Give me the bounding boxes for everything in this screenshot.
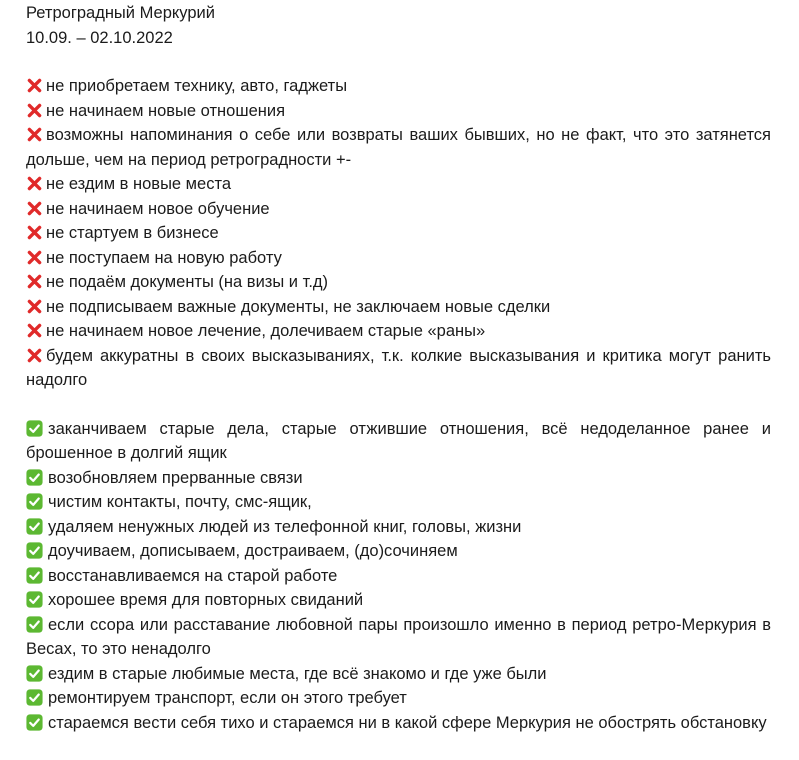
dos-list [26,417,771,736]
check-mark-button-icon [26,493,43,510]
cross-mark-icon [26,126,43,143]
check-mark-button-icon [26,567,43,584]
check-mark-button-icon [26,689,43,706]
list-item-text: чистим контакты, почту, смс-ящик, [48,493,312,511]
list-item-text: не начинаем новые отношения [46,101,286,120]
cross-mark-icon [26,102,43,119]
check-mark-button-icon [26,420,43,437]
list-item-text: не начинаем новое обучение [46,199,270,218]
cross-mark-icon [26,175,43,192]
cross-mark-icon [26,77,43,94]
check-mark-button-icon [26,616,43,633]
check-mark-button-icon [26,542,43,559]
list-item [26,295,771,320]
list-item [26,588,771,613]
cross-mark-icon [26,347,43,364]
list-item-text: восстанавливаемся на старой работе [48,566,338,585]
list-item [26,344,771,393]
list-item [26,711,771,736]
cross-mark-icon [26,322,43,339]
list-item [26,515,771,540]
document-title: Ретроградный Меркурий [26,4,215,22]
list-item [26,539,771,564]
list-item [26,564,771,589]
list-item-text: возможны напоминания о себе или возвраты ваших бывших, но не факт, что это затянется дольше, чем на период ретроградности +- [26,126,771,169]
check-mark-button-icon [26,469,43,486]
list-item [26,123,771,172]
list-item [26,172,771,197]
check-mark-button-icon [26,518,43,535]
document [26,0,771,735]
list-item-text: возобновляем прерванные связи [48,468,303,487]
list-item-text: ремонтируем транспорт, если он этого требует [48,689,407,707]
cross-mark-icon [26,249,43,266]
list-item-text: не приобретаем технику, авто, гаджеты [46,77,348,95]
list-item [26,270,771,295]
donts-list [26,74,771,393]
list-item-text: доучиваем, дописываем, достраиваем, (до)сочиняем [48,542,458,560]
list-item-text: удаляем ненужных людей из телефонной книг, головы, жизни [48,517,522,536]
list-item [26,74,771,99]
cross-mark-icon [26,273,43,290]
list-item [26,490,771,515]
list-item [26,99,771,124]
list-item-text: заканчиваем старые дела, старые отжившие отношения, всё недоделанное ранее и брошенное в долгий ящик [26,419,771,462]
check-mark-button-icon [26,591,43,608]
list-item [26,613,771,662]
list-item [26,662,771,687]
list-item-text: будем аккуратны в своих высказываниях, т.к. колкие высказывания и критика могут ранить надолго [26,346,771,389]
list-item [26,466,771,491]
list-item [26,686,771,711]
list-item-text: если ссора или расставание любовной пары произошло именно в период ретро-Меркурия в Весах, то это ненадолго [26,615,771,658]
list-item-text: не ездим в новые места [46,175,232,193]
check-mark-button-icon [26,714,43,731]
list-item-text: не стартуем в бизнесе [46,224,219,242]
list-item-text: хорошее время для повторных свиданий [48,591,364,609]
date-range: 10.09. – 02.10.2022 [26,28,173,47]
cross-mark-icon [26,224,43,241]
list-item-text: не начинаем новое лечение, долечиваем старые «раны» [46,322,486,340]
cross-mark-icon [26,298,43,315]
list-item [26,221,771,246]
check-mark-button-icon [26,665,43,682]
list-item-text: не подписываем важные документы, не заключаем новые сделки [46,297,551,316]
list-item [26,246,771,271]
list-item-text: ездим в старые любимые места, где всё знакомо и где уже были [48,664,547,683]
list-item [26,319,771,344]
cross-mark-icon [26,200,43,217]
list-item-text: не подаём документы (на визы и т.д) [46,273,329,291]
list-item [26,197,771,222]
list-item-text: не поступаем на новую работу [46,248,282,267]
list-item-text: стараемся вести себя тихо и стараемся ни в какой сфере Меркурия не обострять обстановку [48,713,767,732]
list-item [26,417,771,466]
